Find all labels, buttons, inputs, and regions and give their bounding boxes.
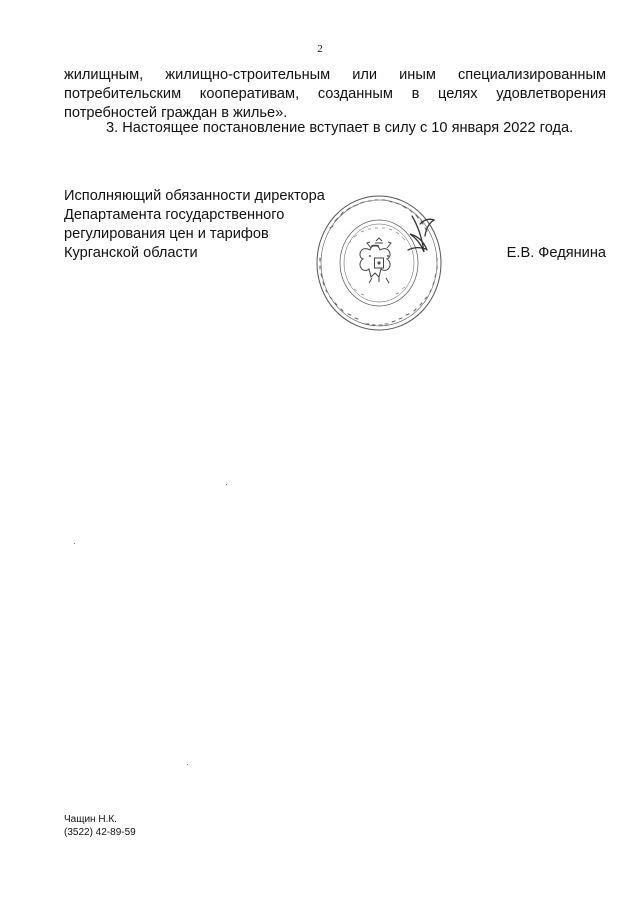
page-number: 2 bbox=[317, 43, 323, 55]
signatory-title bbox=[64, 187, 325, 263]
executor-name: Чащин Н.К. bbox=[64, 814, 117, 825]
signatory-title-line: Курганской области bbox=[64, 245, 198, 261]
official-seal-icon bbox=[308, 188, 450, 338]
paragraph-line: потребительским кооперативам, созданным в целях удовлетворения bbox=[64, 86, 606, 102]
footer-executor bbox=[64, 813, 136, 839]
paragraph-effective-date: 3. Настоящее постановление вступает в силу с 10 января 2022 года. bbox=[106, 120, 574, 136]
paragraph-line: потребностей граждан в жилье». bbox=[64, 105, 288, 121]
paragraph-line: жилищным, жилищно-строительным или иным специализированным bbox=[64, 67, 606, 83]
paragraph-continuation bbox=[64, 66, 606, 123]
scan-speck bbox=[187, 764, 188, 765]
signatory-title-line: Исполняющий обязанности директора bbox=[64, 188, 325, 204]
executor-phone: (3522) 42-89-59 bbox=[64, 827, 136, 838]
signatory-title-line: регулирования цен и тарифов bbox=[64, 226, 269, 242]
scan-speck bbox=[226, 484, 227, 485]
signatory-name: Е.В. Федянина bbox=[506, 245, 606, 261]
signatory-title-line: Департамента государственного bbox=[64, 207, 285, 223]
scan-speck bbox=[74, 543, 75, 544]
